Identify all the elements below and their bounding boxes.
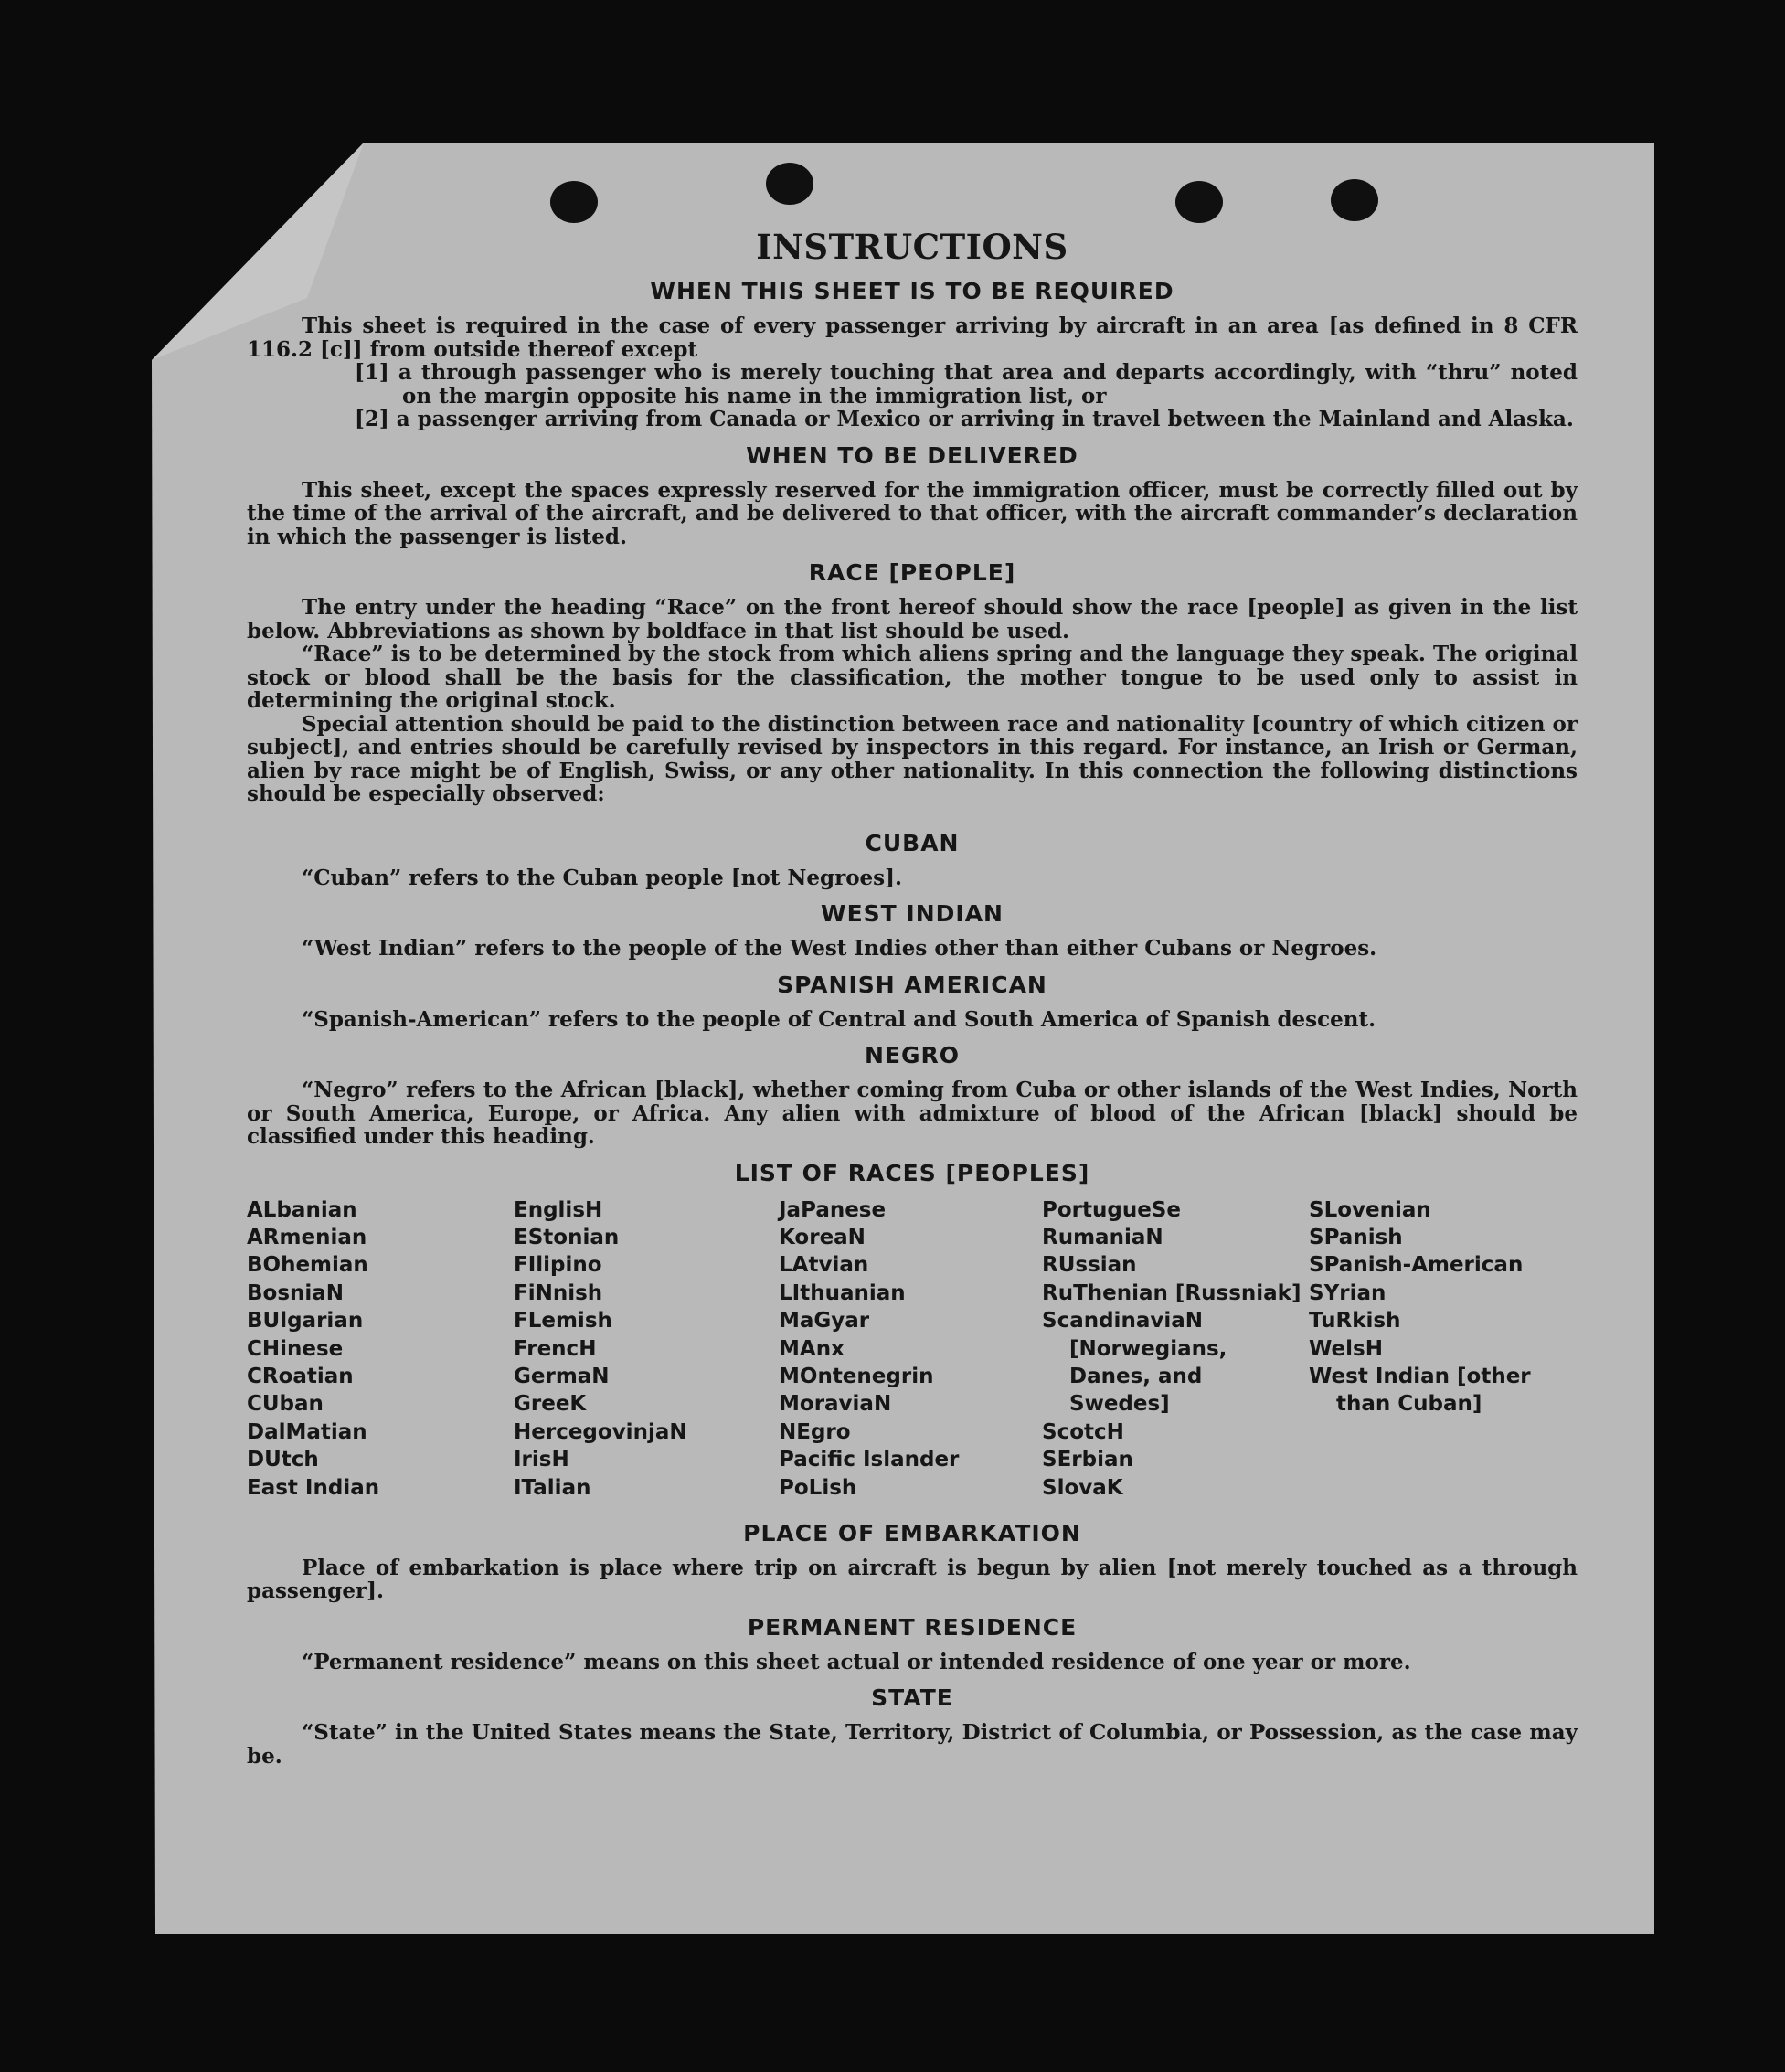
list-item: ScotcH: [1042, 1419, 1124, 1444]
punch-hole: [1331, 179, 1378, 221]
list-item: EStonian: [514, 1225, 620, 1249]
list-item: [2] a passenger arriving from Canada or Mexico or arriving in travel between the Mainland and Alaska.: [355, 407, 1574, 431]
list-item: KoreaN: [779, 1225, 866, 1249]
section-heading: NEGRO: [864, 1042, 961, 1068]
paragraph: “Negro” refers to the African [black], whether coming from Cuba or other islands of the West Indies, North or South America, Europe, or Africa. Any alien with admixture of blood of the African [black] should be classified under this heading.: [247, 1078, 1578, 1149]
list-item: PortugueSe: [1042, 1197, 1181, 1222]
paragraph: This sheet, except the spaces expressly reserved for the immigration officer, must be correctly filled out by the time of the arrival of the aircraft, and be delivered to that officer, with the aircraft commander’s declaration in which the passenger is listed.: [247, 477, 1578, 549]
list-item: ITalian: [514, 1475, 591, 1500]
list-item: SPanish-American: [1309, 1253, 1524, 1278]
list-item: RUssian: [1042, 1253, 1137, 1278]
section-heading: LIST OF RACES [PEOPLES]: [734, 1159, 1090, 1186]
section-heading: WEST INDIAN: [821, 900, 1004, 927]
list-item: CUban: [247, 1392, 324, 1417]
section-heading: WHEN TO BE DELIVERED: [746, 441, 1078, 469]
list-item: GreeK: [514, 1392, 587, 1417]
section-heading: WHEN THIS SHEET IS TO BE REQUIRED: [650, 278, 1174, 304]
list-item: FrencH: [514, 1336, 597, 1361]
list-item: DalMatian: [247, 1419, 367, 1444]
list-item: JaPanese: [779, 1197, 887, 1222]
paragraph: The entry under the heading “Race” on the front hereof should show the race [people] as given in the list below. Abbreviations as shown by boldface in that list should be used.: [247, 595, 1578, 643]
list-item: SLovenian: [1309, 1197, 1431, 1222]
race-column: [247, 1196, 514, 1502]
list-item: RuThenian [Russniak]: [1042, 1280, 1302, 1305]
paragraph: “State” in the United States means the State, Territory, District of Columbia, or Possession, as the case may be.: [247, 1720, 1578, 1769]
section-heading: SPANISH AMERICAN: [777, 971, 1047, 998]
paragraph: This sheet is required in the case of every passenger arriving by aircraft in an area [as defined in 8 CFR 116.2 [c]] from outside thereof except: [247, 313, 1578, 362]
section-heading: STATE: [871, 1684, 953, 1712]
list-item: NEgro: [779, 1419, 851, 1444]
paragraph: Place of embarkation is place where trip on aircraft is begun by alien [not merely touched as a through passenger].: [247, 1555, 1578, 1604]
list-item: ALbanian: [247, 1197, 357, 1222]
race-column: [1309, 1196, 1583, 1502]
list-item: SYrian: [1309, 1280, 1387, 1305]
section-heading: CUBAN: [865, 829, 960, 856]
paragraph: Special attention should be paid to the distinction between race and nationality [country of which citizen or subject], and entries should be carefully revised by inspectors in this regard. For instance, an Irish or German, alien by race might be of English, Swiss, or any other nationality. In this connection the following distinctions should be especially observed:: [247, 711, 1578, 806]
punch-hole: [766, 163, 813, 205]
list-item: LIthuanian: [779, 1280, 906, 1305]
list-item: BosniaN: [247, 1280, 345, 1305]
list-item: MAnx: [779, 1336, 845, 1361]
paragraph: “West Indian” refers to the people of the West Indies other than either Cubans or Negroes.: [302, 936, 1377, 961]
section-heading: PLACE OF EMBARKATION: [743, 1519, 1081, 1546]
list-item: IrisH: [514, 1448, 569, 1472]
list-item: East Indian: [247, 1475, 380, 1500]
list-item: LAtvian: [779, 1253, 869, 1278]
list-item: GermaN: [514, 1364, 610, 1388]
list-item: EnglisH: [514, 1197, 603, 1222]
race-column: [1042, 1196, 1309, 1502]
list-item: MoraviaN: [779, 1392, 892, 1417]
list-item: SErbian: [1042, 1448, 1133, 1472]
section-heading: PERMANENT RESIDENCE: [747, 1613, 1078, 1641]
list-item: ARmenian: [247, 1225, 367, 1249]
paragraph: “Permanent residence” means on this sheet actual or intended residence of one year or more.: [302, 1649, 1411, 1674]
punch-hole: [1175, 181, 1223, 223]
paragraph: “Spanish-American” refers to the people of Central and South America of Spanish descent.: [302, 1006, 1376, 1032]
list-item: SlovaK: [1042, 1475, 1123, 1500]
punch-hole: [550, 181, 598, 223]
list-item: FIlipino: [514, 1253, 602, 1278]
list-item: RumaniaN: [1042, 1225, 1163, 1249]
list-item: FLemish: [514, 1309, 612, 1334]
list-item: West Indian [other than Cuban]: [1309, 1364, 1531, 1417]
paragraph: “Cuban” refers to the Cuban people [not Negroes].: [302, 865, 903, 890]
list-item: HercegovinjaN: [514, 1419, 687, 1444]
page-title: INSTRUCTIONS: [756, 227, 1068, 267]
list-item: ScandinaviaN [Norwegians, Danes, and Swedes]: [1042, 1309, 1227, 1417]
list-item: MOntenegrin: [779, 1364, 934, 1388]
race-list: [247, 1196, 1578, 1502]
document-body: [247, 227, 1578, 1768]
list-item: CHinese: [247, 1336, 344, 1361]
list-item: FiNnish: [514, 1280, 603, 1305]
list-item: CRoatian: [247, 1364, 354, 1388]
list-item: Pacific Islander: [779, 1448, 960, 1472]
paragraph: “Race” is to be determined by the stock from which aliens spring and the language they speak. The original stock or blood shall be the basis for the classification, the mother tongue to be used only to assist in determining the original stock.: [247, 642, 1578, 713]
list-item: TuRkish: [1309, 1309, 1401, 1334]
list-item: PoLish: [779, 1475, 857, 1500]
list-item: WelsH: [1309, 1336, 1383, 1361]
list-item: [1] a through passenger who is merely touching that area and departs accordingly, with “thru” noted on the margin opposite his name in the immigration list, or: [355, 360, 1578, 409]
section-heading: RACE [PEOPLE]: [808, 559, 1016, 586]
list-item: BOhemian: [247, 1253, 368, 1278]
list-item: DUtch: [247, 1448, 319, 1472]
race-column: [779, 1196, 1042, 1502]
list-item: BUlgarian: [247, 1309, 364, 1334]
list-item: SPanish: [1309, 1225, 1403, 1249]
race-column: [514, 1196, 779, 1502]
list-item: MaGyar: [779, 1309, 870, 1334]
